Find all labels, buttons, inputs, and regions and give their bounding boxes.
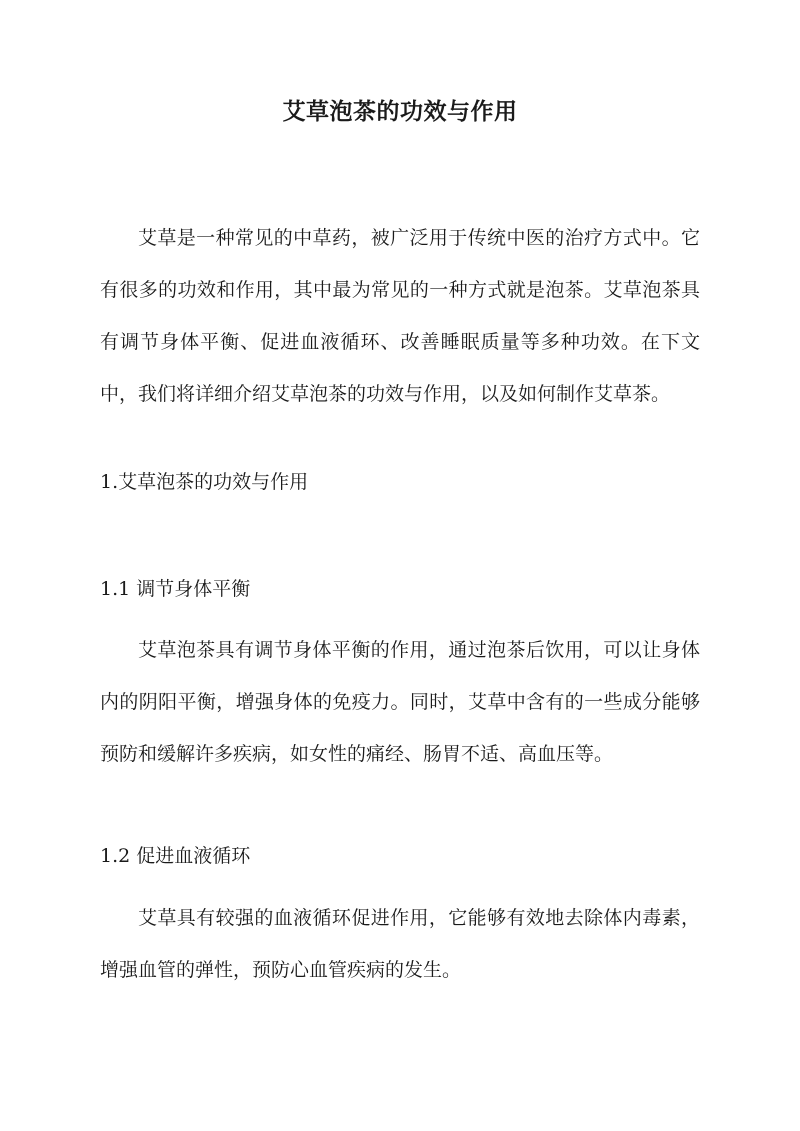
section-heading-1: 1.艾草泡茶的功效与作用 [100, 471, 309, 493]
subsection-body-1-1: 艾草泡茶具有调节身体平衡的作用，通过泡茶后饮用，可以让身体内的阴阳平衡，增强身体的免疫力。同时，艾草中含有的一些成分能够预防和缓解许多疾病，如女性的痛经、肠胃不适、高血压等。 [100, 639, 700, 765]
intro-paragraph: 艾草是一种常见的中草药，被广泛用于传统中医的治疗方式中。它有很多的功效和作用，其中最为常见的一种方式就是泡茶。艾草泡茶具有调节身体平衡、促进血液循环、改善睡眠质量等多种功效。在下文中，我们将详细介绍艾草泡茶的功效与作用，以及如何制作艾草茶。 [100, 227, 700, 405]
subsection-body-1-2: 艾草具有较强的血液循环促进作用，它能够有效地去除体内毒素，增强血管的弹性，预防心血管疾病的发生。 [100, 907, 700, 981]
subsection-heading-1-1: 1.1 调节身体平衡 [100, 578, 251, 600]
subsection-heading-1-2: 1.2 促进血液循环 [100, 845, 251, 867]
page-title: 艾草泡茶的功效与作用 [282, 98, 518, 125]
